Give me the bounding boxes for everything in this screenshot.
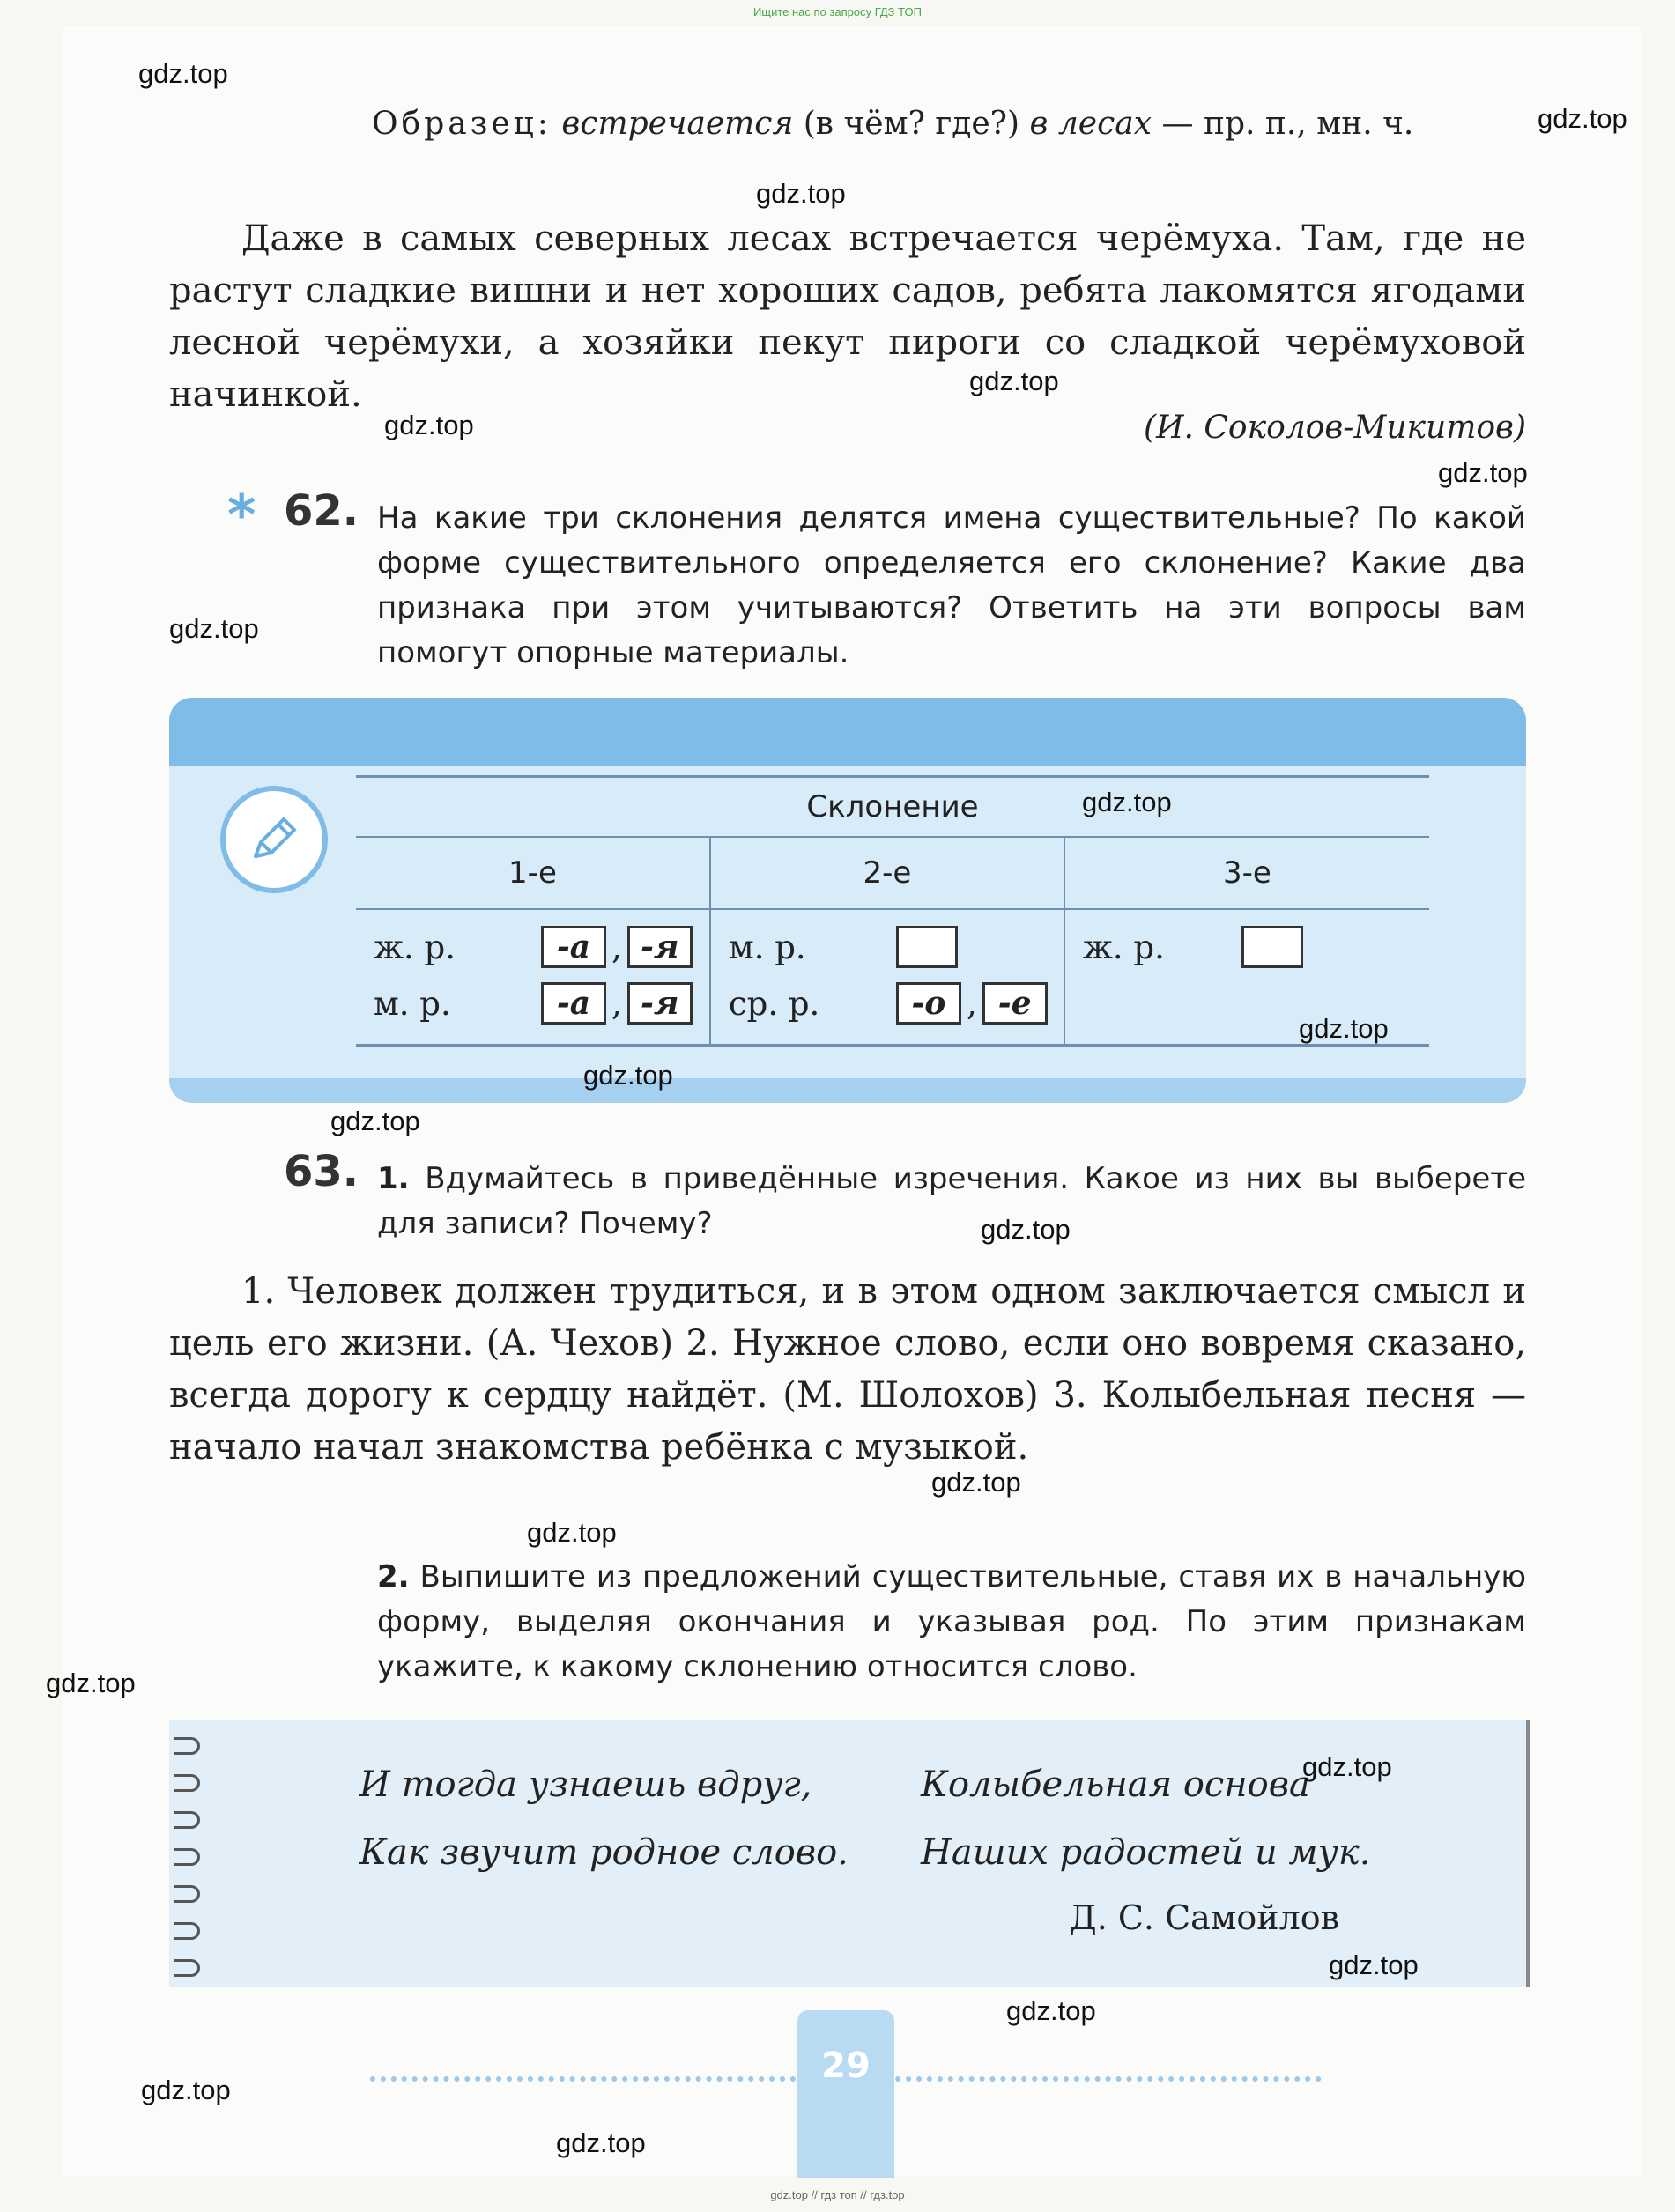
ending-box: -а — [541, 982, 606, 1025]
gender-label: м. р. — [728, 928, 806, 966]
watermark: gdz.top — [969, 366, 1059, 396]
sample-line — [372, 101, 1526, 147]
watermark: gdz.top — [1438, 457, 1528, 488]
watermark: gdz.top — [1299, 1013, 1389, 1044]
empty-ending-box — [1241, 926, 1303, 968]
ending-box: -е — [982, 982, 1048, 1025]
page-number-tab — [797, 2010, 894, 2178]
watermark: gdz.top — [169, 613, 259, 644]
task2-text: Выпишите из предложений существительные, ставя их в начальную форму, выделяя окончания и указывая род. По этим признакам укажите, к какому склонению относится слово. — [377, 1559, 1526, 1684]
watermark: gdz.top — [556, 2127, 646, 2158]
sample-grammar: — пр. п., мн. ч. — [1161, 106, 1414, 142]
text-cheremukha: Даже в самых северных лесах встречается черёмуха. Там, где не растут сладкие вишни и нет хороших садов, ребята лакомятся ягодами лесной черёмухи, а хозяйки пекут пироги со сладкой черёмуховой начинкой. — [169, 218, 1526, 415]
column-header-1: 1-е — [356, 837, 710, 909]
gender-label: ср. р. — [728, 984, 820, 1023]
poem-right-line-1: Колыбельная основа — [921, 1764, 1310, 1805]
exercise-62-number: 62. — [284, 486, 359, 536]
pencil-icon — [220, 786, 328, 893]
bottom-note: gdz.top // гдз топ // гдз.top — [770, 2188, 905, 2201]
table-title: Склонение — [356, 777, 1429, 838]
page-number: 29 — [821, 2046, 871, 2086]
exercise-63-number: 63. — [284, 1147, 359, 1196]
asterisk-icon: * — [227, 483, 256, 547]
quotes-text: 1. Человек должен трудиться, и в этом одном заключается смысл и цель его жизни. (А. Чехов) 2. Нужное слово, если оно вовремя сказано, всегда дорогу к сердцу найдёт. (М. Шолохов) 3. Колыбельная песня — начало начал знакомства ребёнка с музыкой. — [169, 1271, 1526, 1468]
watermark: gdz.top — [981, 1214, 1071, 1245]
exercise-63-task1 — [377, 1157, 1526, 1247]
exercise-63-task2 — [377, 1555, 1526, 1690]
ending-box: -о — [896, 982, 961, 1025]
watermark: gdz.top — [756, 178, 846, 209]
watermark: gdz.top — [1329, 1949, 1419, 1980]
task1-text: Вдумайтесь в приведённые изречения. Какое из них вы выберете для записи? Почему? — [377, 1161, 1526, 1241]
sample-word: встречается — [561, 106, 794, 142]
gender-label: м. р. — [374, 984, 451, 1023]
watermark: gdz.top — [384, 410, 474, 440]
sample-label: Образец: — [372, 106, 552, 142]
text-author: (И. Соколов-Микитов) — [1144, 410, 1526, 446]
empty-ending-box — [896, 926, 958, 968]
column-1-cell: ж. р. -а , -я м. р. -а , -я — [356, 909, 710, 1046]
watermark: gdz.top — [138, 58, 228, 89]
watermark: gdz.top — [1302, 1751, 1392, 1782]
ending-box: -я — [627, 926, 693, 968]
task1-number: 1. — [377, 1161, 410, 1196]
gender-label: ж. р. — [1082, 928, 1165, 966]
watermark: gdz.top — [527, 1517, 617, 1548]
sample-answer: в лесах — [1029, 106, 1152, 142]
watermark: gdz.top — [931, 1467, 1021, 1498]
top-note: Ищите нас по запросу ГДЗ ТОП — [753, 5, 922, 18]
watermark: gdz.top — [1082, 787, 1172, 817]
panel-header-band — [169, 698, 1526, 766]
watermark: gdz.top — [46, 1668, 136, 1698]
exercise-62-text: На какие три склонения делятся имена существительные? По какой форме существительного определяется его склонение? Какие два признака при этом учитываются? Ответить на эти вопросы вам помогут опорные материалы. — [377, 500, 1526, 670]
watermark: gdz.top — [1538, 103, 1627, 134]
poem-left-line-2: Как звучит родное слово. — [359, 1832, 849, 1873]
watermark: gdz.top — [583, 1060, 673, 1091]
gender-label: ж. р. — [374, 928, 456, 966]
poem-left-line-1: И тогда узнаешь вдруг, — [359, 1764, 812, 1805]
ending-box: -а — [541, 926, 606, 968]
ending-box: -я — [627, 982, 693, 1025]
declension-table — [356, 775, 1429, 1047]
poem-author: Д. С. Самойлов — [1069, 1898, 1339, 1937]
panel-footer-band — [169, 1078, 1526, 1103]
spiral-binding-icon — [174, 1737, 201, 1996]
column-header-3: 3-е — [1064, 837, 1429, 909]
column-2-cell: м. р. ср. р. -о , -е — [710, 909, 1064, 1046]
watermark: gdz.top — [1006, 1995, 1096, 2026]
poem-right-line-2: Наших радостей и мук. — [921, 1832, 1371, 1873]
task2-number: 2. — [377, 1559, 410, 1594]
column-header-2: 2-е — [710, 837, 1064, 909]
watermark: gdz.top — [330, 1106, 420, 1136]
sample-question: (в чём? где?) — [803, 106, 1020, 142]
watermark: gdz.top — [141, 2075, 231, 2105]
